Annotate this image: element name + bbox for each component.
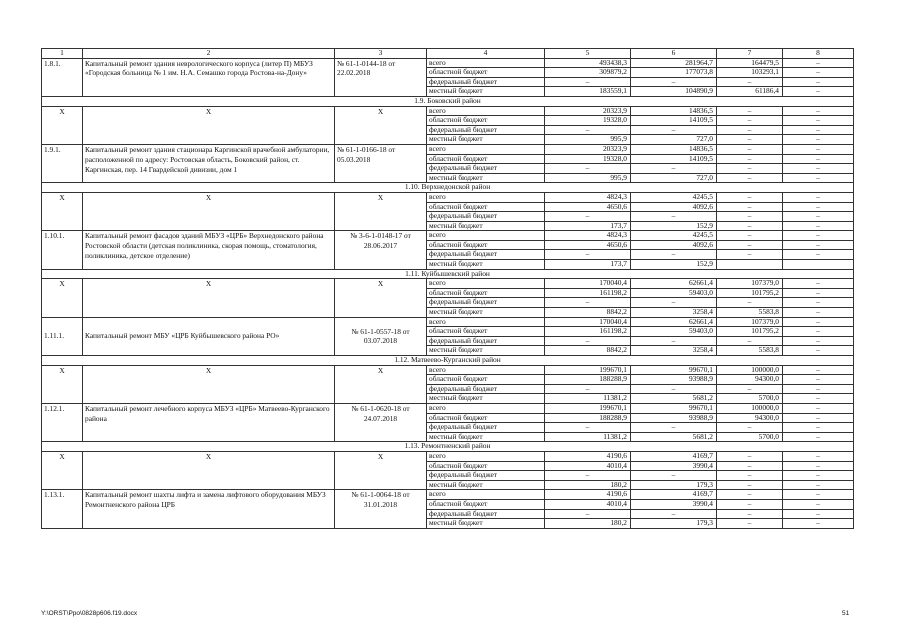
item-document: X: [335, 365, 427, 403]
funding-source: всего: [427, 192, 545, 202]
amount-col-8: –: [783, 164, 854, 174]
amount-col-6: 177073,8: [631, 68, 717, 78]
funding-source: областной бюджет: [427, 154, 545, 164]
amount-col-6: –: [631, 212, 717, 222]
funding-source: федеральный бюджет: [427, 336, 545, 346]
amount-col-8: –: [783, 471, 854, 481]
funding-source: федеральный бюджет: [427, 77, 545, 87]
item-document: № 61-1-0144-18 от 22.02.2018: [335, 58, 427, 96]
amount-col-7: –: [717, 173, 783, 183]
funding-source: областной бюджет: [427, 202, 545, 212]
item-document: X: [335, 451, 427, 489]
table-row: [42, 317, 854, 327]
amount-col-8: –: [783, 432, 854, 442]
amount-col-8: [783, 260, 854, 270]
section-title: 1.13. Ремонтненский район: [42, 442, 854, 452]
funding-source: всего: [427, 490, 545, 500]
amount-col-8: –: [783, 279, 854, 289]
amount-col-8: –: [783, 509, 854, 519]
amount-col-7: –: [717, 164, 783, 174]
table-row: [42, 106, 854, 116]
funding-source: областной бюджет: [427, 116, 545, 126]
amount-col-7: –: [717, 221, 783, 231]
amount-col-6: 281964,7: [631, 58, 717, 68]
amount-col-7: –: [717, 192, 783, 202]
item-document: X: [335, 192, 427, 230]
amount-col-5: –: [545, 298, 631, 308]
amount-col-5: 188288,9: [545, 413, 631, 423]
amount-col-8: –: [783, 135, 854, 145]
amount-col-5: 4824,3: [545, 192, 631, 202]
amount-col-7: 5583,8: [717, 346, 783, 356]
amount-col-8: –: [783, 173, 854, 183]
table-row: [42, 279, 854, 289]
footer-page-number: 51: [842, 610, 850, 617]
amount-col-7: –: [717, 212, 783, 222]
amount-col-7: –: [717, 154, 783, 164]
amount-col-6: 14836,5: [631, 106, 717, 116]
amount-col-5: –: [545, 384, 631, 394]
funding-source: местный бюджет: [427, 519, 545, 529]
column-header: 3: [335, 49, 427, 59]
amount-col-6: 727,0: [631, 135, 717, 145]
amount-col-7: –: [717, 471, 783, 481]
amount-col-5: 4010,4: [545, 499, 631, 509]
amount-col-6: 59403,0: [631, 327, 717, 337]
funding-source: всего: [427, 58, 545, 68]
header-row: [42, 49, 854, 59]
amount-col-5: 4650,6: [545, 202, 631, 212]
funding-source: всего: [427, 317, 545, 327]
item-name: Капитальный ремонт лечебного корпуса МБУЗ «ЦРБ» Матвеево-Курганского района: [83, 403, 335, 441]
amount-col-5: 161198,2: [545, 288, 631, 298]
amount-col-5: 11381,2: [545, 432, 631, 442]
amount-col-8: –: [783, 423, 854, 433]
amount-col-8: –: [783, 87, 854, 97]
section-row: [42, 356, 854, 366]
funding-source: областной бюджет: [427, 68, 545, 78]
amount-col-6: 3990,4: [631, 499, 717, 509]
amount-col-7: 101795,2: [717, 327, 783, 337]
amount-col-8: –: [783, 202, 854, 212]
funding-source: федеральный бюджет: [427, 423, 545, 433]
funding-source: местный бюджет: [427, 308, 545, 318]
amount-col-5: 8842,2: [545, 308, 631, 318]
amount-col-8: –: [783, 317, 854, 327]
amount-col-7: –: [717, 240, 783, 250]
item-document: № 61-1-0620-18 от 24.07.2018: [335, 403, 427, 441]
amount-col-6: –: [631, 471, 717, 481]
amount-col-5: –: [545, 336, 631, 346]
amount-col-7: –: [717, 509, 783, 519]
item-document: № 61-1-0064-18 от 31.01.2018: [335, 490, 427, 528]
amount-col-6: 3990,4: [631, 461, 717, 471]
item-number: X: [42, 106, 83, 144]
amount-col-6: –: [631, 250, 717, 260]
amount-col-8: –: [783, 461, 854, 471]
amount-col-8: –: [783, 365, 854, 375]
funding-source: федеральный бюджет: [427, 125, 545, 135]
amount-col-7: –: [717, 202, 783, 212]
amount-col-5: 199670,1: [545, 403, 631, 413]
amount-col-8: –: [783, 106, 854, 116]
section-row: [42, 269, 854, 279]
amount-col-7: –: [717, 499, 783, 509]
amount-col-8: –: [783, 68, 854, 78]
amount-col-8: –: [783, 403, 854, 413]
amount-col-6: 59403,0: [631, 288, 717, 298]
amount-col-8: –: [783, 336, 854, 346]
section-row: [42, 96, 854, 106]
funding-source: областной бюджет: [427, 288, 545, 298]
column-header: 5: [545, 49, 631, 59]
amount-col-7: –: [717, 298, 783, 308]
amount-col-6: 99670,1: [631, 403, 717, 413]
amount-col-8: –: [783, 125, 854, 135]
amount-col-6: 4169,7: [631, 451, 717, 461]
funding-source: всего: [427, 106, 545, 116]
amount-col-5: 4824,3: [545, 231, 631, 241]
funding-source: всего: [427, 451, 545, 461]
table-row: [42, 231, 854, 241]
amount-col-6: –: [631, 336, 717, 346]
amount-col-7: 5583,8: [717, 308, 783, 318]
amount-col-5: 19328,0: [545, 154, 631, 164]
funding-source: федеральный бюджет: [427, 471, 545, 481]
funding-source: местный бюджет: [427, 394, 545, 404]
amount-col-6: 3258,4: [631, 346, 717, 356]
funding-source: местный бюджет: [427, 221, 545, 231]
item-name: Капитальный ремонт МБУ «ЦРБ Куйбышевского района РО»: [83, 317, 335, 355]
funding-source: областной бюджет: [427, 499, 545, 509]
amount-col-7: –: [717, 384, 783, 394]
column-header: 1: [42, 49, 83, 59]
item-name: X: [83, 279, 335, 317]
amount-col-6: 93988,9: [631, 375, 717, 385]
amount-col-5: 161198,2: [545, 327, 631, 337]
item-name: Капитальный ремонт шахты лифта и замена лифтового оборудования МБУЗ Ремонтненского района ЦРБ: [83, 490, 335, 528]
amount-col-5: 188288,9: [545, 375, 631, 385]
amount-col-8: –: [783, 519, 854, 529]
amount-col-5: 995,9: [545, 135, 631, 145]
amount-col-5: 19328,0: [545, 116, 631, 126]
amount-col-5: 183559,1: [545, 87, 631, 97]
amount-col-8: –: [783, 231, 854, 241]
amount-col-8: –: [783, 192, 854, 202]
amount-col-5: 11381,2: [545, 394, 631, 404]
amount-col-5: –: [545, 212, 631, 222]
amount-col-8: –: [783, 375, 854, 385]
amount-col-5: –: [545, 471, 631, 481]
item-name: X: [83, 451, 335, 489]
amount-col-7: –: [717, 144, 783, 154]
amount-col-5: 20323,9: [545, 144, 631, 154]
amount-col-6: –: [631, 164, 717, 174]
amount-col-5: 4190,6: [545, 490, 631, 500]
amount-col-7: 164479,5: [717, 58, 783, 68]
funding-source: областной бюджет: [427, 327, 545, 337]
amount-col-5: –: [545, 164, 631, 174]
amount-col-6: 4245,5: [631, 231, 717, 241]
amount-col-8: –: [783, 384, 854, 394]
amount-col-7: –: [717, 106, 783, 116]
amount-col-5: 4190,6: [545, 451, 631, 461]
amount-col-5: 4010,4: [545, 461, 631, 471]
amount-col-7: –: [717, 480, 783, 490]
amount-col-5: 199670,1: [545, 365, 631, 375]
amount-col-5: 20323,9: [545, 106, 631, 116]
budget-table: [41, 48, 854, 529]
amount-col-6: 62661,4: [631, 279, 717, 289]
item-number: 1.13.1.: [42, 490, 83, 528]
amount-col-8: –: [783, 240, 854, 250]
amount-col-6: 4169,7: [631, 490, 717, 500]
amount-col-5: –: [545, 509, 631, 519]
section-row: [42, 183, 854, 193]
item-number: 1.8.1.: [42, 58, 83, 96]
amount-col-7: –: [717, 490, 783, 500]
funding-source: областной бюджет: [427, 240, 545, 250]
table-row: [42, 451, 854, 461]
item-number: X: [42, 365, 83, 403]
item-document: № 3-6-1-0148-17 от 28.06.2017: [335, 231, 427, 269]
amount-col-6: 179,3: [631, 480, 717, 490]
amount-col-8: –: [783, 346, 854, 356]
amount-col-7: 61186,4: [717, 87, 783, 97]
section-title: 1.9. Боковский район: [42, 96, 854, 106]
amount-col-5: 4650,6: [545, 240, 631, 250]
item-name: X: [83, 106, 335, 144]
amount-col-5: 170040,4: [545, 317, 631, 327]
amount-col-6: 14109,5: [631, 154, 717, 164]
funding-source: федеральный бюджет: [427, 250, 545, 260]
item-name: Капитальный ремонт фасадов зданий МБУЗ «ЦРБ» Верхнедонского района Ростовской области (детская поликлиника, скорая помощь, стоматология, поликлиника, детское отделение): [83, 231, 335, 269]
amount-col-8: –: [783, 58, 854, 68]
amount-col-6: 5681,2: [631, 394, 717, 404]
amount-col-6: 99670,1: [631, 365, 717, 375]
funding-source: местный бюджет: [427, 135, 545, 145]
column-header: 8: [783, 49, 854, 59]
footer-file-path: Y:\ORST\Ppo\0828p606.f19.docx: [41, 610, 138, 617]
item-number: 1.12.1.: [42, 403, 83, 441]
amount-col-6: –: [631, 509, 717, 519]
amount-col-6: –: [631, 384, 717, 394]
funding-source: областной бюджет: [427, 461, 545, 471]
item-document: X: [335, 279, 427, 317]
amount-col-7: –: [717, 423, 783, 433]
item-number: 1.10.1.: [42, 231, 83, 269]
column-header: 7: [717, 49, 783, 59]
amount-col-8: –: [783, 394, 854, 404]
amount-col-6: 152,9: [631, 221, 717, 231]
amount-col-8: –: [783, 327, 854, 337]
amount-col-7: 107379,0: [717, 317, 783, 327]
item-name: Капитальный ремонт здания неврологического корпуса (литер П) МБУЗ «Городская больница № 1 им. Н.А. Семашко города Ростова-на-Дону»: [83, 58, 335, 96]
item-number: 1.11.1.: [42, 317, 83, 355]
item-number: X: [42, 192, 83, 230]
amount-col-5: 995,9: [545, 173, 631, 183]
amount-col-5: 309879,2: [545, 68, 631, 78]
amount-col-7: –: [717, 461, 783, 471]
item-number: 1.9.1.: [42, 144, 83, 182]
amount-col-6: 93988,9: [631, 413, 717, 423]
funding-source: местный бюджет: [427, 173, 545, 183]
table-row: [42, 144, 854, 154]
table-row: [42, 403, 854, 413]
amount-col-8: –: [783, 221, 854, 231]
amount-col-8: –: [783, 250, 854, 260]
amount-col-8: –: [783, 288, 854, 298]
amount-col-7: –: [717, 451, 783, 461]
amount-col-7: –: [717, 135, 783, 145]
amount-col-6: 727,0: [631, 173, 717, 183]
funding-source: федеральный бюджет: [427, 384, 545, 394]
amount-col-5: 8842,2: [545, 346, 631, 356]
amount-col-7: 5700,0: [717, 432, 783, 442]
funding-source: местный бюджет: [427, 432, 545, 442]
amount-col-8: –: [783, 413, 854, 423]
section-title: 1.10. Верхнедонской район: [42, 183, 854, 193]
funding-source: федеральный бюджет: [427, 164, 545, 174]
amount-col-5: 170040,4: [545, 279, 631, 289]
table-row: [42, 192, 854, 202]
item-number: X: [42, 279, 83, 317]
column-header: 4: [427, 49, 545, 59]
amount-col-5: 173,7: [545, 260, 631, 270]
amount-col-6: –: [631, 77, 717, 87]
amount-col-6: –: [631, 125, 717, 135]
amount-col-8: –: [783, 490, 854, 500]
amount-col-7: 5700,0: [717, 394, 783, 404]
amount-col-8: –: [783, 144, 854, 154]
amount-col-8: –: [783, 298, 854, 308]
amount-col-8: –: [783, 480, 854, 490]
amount-col-6: 104890,9: [631, 87, 717, 97]
item-document: № 61-1-0557-18 от 03.07.2018: [335, 317, 427, 355]
amount-col-8: –: [783, 116, 854, 126]
amount-col-6: 4245,5: [631, 192, 717, 202]
amount-col-7: 103293,1: [717, 68, 783, 78]
funding-source: местный бюджет: [427, 87, 545, 97]
column-header: 6: [631, 49, 717, 59]
table-row: [42, 490, 854, 500]
amount-col-7: –: [717, 519, 783, 529]
amount-col-5: 180,2: [545, 480, 631, 490]
section-row: [42, 442, 854, 452]
funding-source: всего: [427, 365, 545, 375]
amount-col-8: –: [783, 308, 854, 318]
amount-col-6: 62661,4: [631, 317, 717, 327]
amount-col-7: –: [717, 125, 783, 135]
funding-source: областной бюджет: [427, 413, 545, 423]
amount-col-8: –: [783, 154, 854, 164]
funding-source: местный бюджет: [427, 260, 545, 270]
funding-source: федеральный бюджет: [427, 509, 545, 519]
amount-col-7: [717, 260, 783, 270]
amount-col-7: –: [717, 250, 783, 260]
amount-col-8: –: [783, 499, 854, 509]
funding-source: федеральный бюджет: [427, 298, 545, 308]
amount-col-6: 179,3: [631, 519, 717, 529]
amount-col-7: 101795,2: [717, 288, 783, 298]
table-row: [42, 58, 854, 68]
amount-col-7: 100000,0: [717, 365, 783, 375]
funding-source: всего: [427, 403, 545, 413]
amount-col-5: 180,2: [545, 519, 631, 529]
amount-col-7: –: [717, 116, 783, 126]
funding-source: федеральный бюджет: [427, 212, 545, 222]
amount-col-6: 14836,5: [631, 144, 717, 154]
amount-col-5: 493438,3: [545, 58, 631, 68]
amount-col-6: –: [631, 298, 717, 308]
funding-source: местный бюджет: [427, 480, 545, 490]
amount-col-7: 100000,0: [717, 403, 783, 413]
amount-col-5: –: [545, 77, 631, 87]
amount-col-5: 173,7: [545, 221, 631, 231]
section-title: 1.12. Матвеево-Курганский район: [42, 356, 854, 366]
amount-col-6: 152,9: [631, 260, 717, 270]
item-name: Капитальный ремонт здания стационара Каргинской врачебной амбулатории, расположенной по адресу: Ростовская область, Боковский район, ст. Каргинская, пер. 14 Гвардейской дивизии, дом 1: [83, 144, 335, 182]
funding-source: местный бюджет: [427, 346, 545, 356]
amount-col-7: –: [717, 231, 783, 241]
amount-col-7: 107379,0: [717, 279, 783, 289]
funding-source: всего: [427, 279, 545, 289]
item-name: X: [83, 365, 335, 403]
amount-col-8: –: [783, 451, 854, 461]
amount-col-6: 4092,6: [631, 202, 717, 212]
amount-col-7: –: [717, 336, 783, 346]
funding-source: областной бюджет: [427, 375, 545, 385]
funding-source: всего: [427, 144, 545, 154]
amount-col-6: 5681,2: [631, 432, 717, 442]
amount-col-5: –: [545, 423, 631, 433]
amount-col-8: –: [783, 77, 854, 87]
amount-col-5: –: [545, 125, 631, 135]
amount-col-6: –: [631, 423, 717, 433]
amount-col-8: –: [783, 212, 854, 222]
table-row: [42, 365, 854, 375]
item-document: № 61-1-0166-18 от 05.03.2018: [335, 144, 427, 182]
section-title: 1.11. Куйбышевский район: [42, 269, 854, 279]
amount-col-6: 4092,6: [631, 240, 717, 250]
column-header: 2: [83, 49, 335, 59]
amount-col-7: 94300,0: [717, 375, 783, 385]
item-name: X: [83, 192, 335, 230]
item-number: X: [42, 451, 83, 489]
amount-col-7: –: [717, 77, 783, 87]
amount-col-7: 94300,0: [717, 413, 783, 423]
amount-col-5: –: [545, 250, 631, 260]
item-document: X: [335, 106, 427, 144]
amount-col-6: 3258,4: [631, 308, 717, 318]
funding-source: всего: [427, 231, 545, 241]
amount-col-6: 14109,5: [631, 116, 717, 126]
